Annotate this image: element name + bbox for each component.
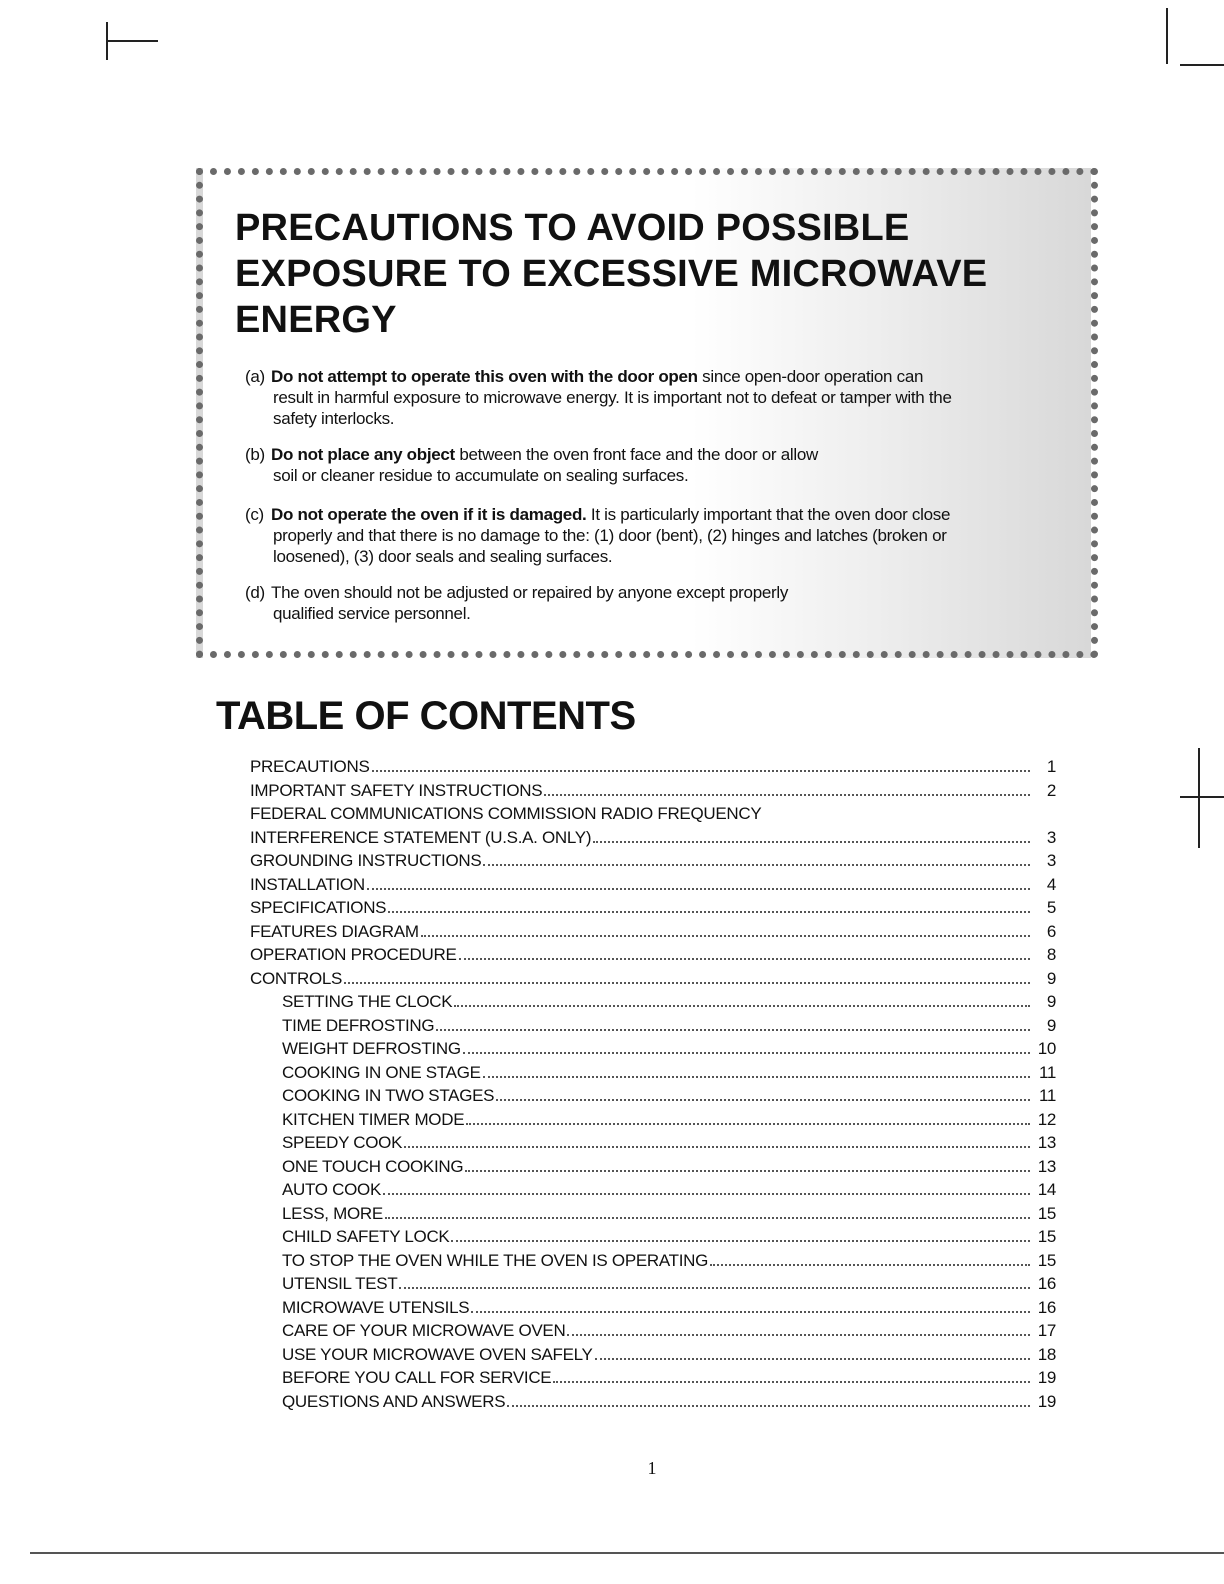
toc-entry-title: FEDERAL COMMUNICATIONS COMMISSION RADIO FREQUENCY [250, 804, 762, 823]
toc-entry [250, 1227, 1056, 1251]
toc-leader-dots [344, 981, 1030, 984]
toc-entry-page: 4 [1046, 874, 1056, 894]
toc-entry-page: 13 [1037, 1133, 1056, 1152]
toc-leader-dots [595, 1357, 1030, 1360]
toc-entry-page: 11 [1038, 1086, 1056, 1105]
toc-entry [250, 992, 1056, 1016]
toc-entry-page: 9 [1046, 968, 1056, 988]
item-label: (d) [245, 583, 265, 602]
toc-leader-dots [710, 1263, 1030, 1266]
toc-entry [250, 898, 1056, 922]
toc-entry-page: 5 [1046, 898, 1056, 917]
toc-entry-page: 19 [1037, 1368, 1056, 1387]
toc-leader-dots [436, 1028, 1030, 1031]
item-continuation: loosened), (3) door seals and sealing surfaces. [273, 547, 613, 566]
toc-entry-title: ONE TOUCH COOKING [282, 1156, 464, 1176]
toc-entry-title: COOKING IN ONE STAGE [282, 1062, 481, 1082]
toc-leader-dots [451, 1239, 1030, 1242]
toc-entry [250, 1016, 1056, 1040]
toc-leader-dots [388, 910, 1030, 913]
toc-list [250, 757, 1056, 1415]
toc-entry-title: LESS, MORE [282, 1203, 383, 1223]
toc-leader-dots [372, 769, 1031, 772]
toc-leader-dots [399, 1286, 1030, 1289]
toc-entry [250, 1063, 1056, 1087]
toc-entry [250, 945, 1056, 969]
toc-entry-title: OPERATION PROCEDURE [250, 945, 457, 964]
toc-leader-dots [385, 1216, 1030, 1219]
toc-leader-dots [483, 863, 1030, 866]
toc-entry [250, 1086, 1056, 1110]
toc-entry [250, 1039, 1056, 1063]
toc-entry-title: QUESTIONS AND ANSWERS [282, 1391, 506, 1411]
toc-entry-title: INTERFERENCE STATEMENT (U.S.A. ONLY) [250, 827, 592, 847]
toc-leader-dots [483, 1075, 1030, 1078]
toc-entry-title: PRECAUTIONS [250, 757, 370, 776]
toc-entry-title: INSTALLATION [250, 874, 365, 894]
toc-entry [250, 851, 1056, 875]
toc-title: TABLE OF CONTENTS [216, 694, 636, 738]
toc-leader-dots [463, 1051, 1030, 1054]
toc-leader-dots [544, 793, 1030, 796]
toc-leader-dots [421, 934, 1030, 937]
toc-entry [250, 1321, 1056, 1345]
toc-leader-dots [567, 1333, 1030, 1336]
toc-leader-dots [465, 1169, 1030, 1172]
precaution-item-c [245, 504, 1055, 567]
item-bold-text: Do not place any object [271, 445, 455, 464]
toc-entry-page: 10 [1037, 1039, 1056, 1058]
toc-entry-page: 9 [1046, 1015, 1056, 1035]
toc-entry-title: CARE OF YOUR MICROWAVE OVEN [282, 1321, 566, 1340]
item-bold-text: Do not operate the oven if it is damaged. [271, 505, 587, 524]
toc-entry [250, 922, 1056, 946]
toc-entry-title: IMPORTANT SAFETY INSTRUCTIONS [250, 780, 543, 800]
item-continuation: result in harmful exposure to microwave energy. It is important not to defeat or tamper with the [273, 388, 952, 407]
toc-entry-page: 15 [1037, 1203, 1056, 1223]
item-text: The oven should not be adjusted or repaired by anyone except properly [271, 583, 789, 602]
item-label: (b) [245, 445, 265, 464]
toc-entry-page: 2 [1046, 780, 1056, 800]
precautions-title-line: EXPOSURE TO EXCESSIVE MICROWAVE [235, 253, 988, 295]
toc-entry-page: 14 [1037, 1180, 1056, 1199]
toc-entry-title: SETTING THE CLOCK [282, 992, 453, 1011]
toc-entry [250, 1368, 1056, 1392]
toc-entry-page: 17 [1037, 1321, 1056, 1340]
toc-entry-title: MICROWAVE UTENSILS [282, 1297, 470, 1317]
toc-entry-page: 18 [1037, 1344, 1056, 1364]
toc-entry [250, 875, 1056, 899]
toc-entry-title: CONTROLS [250, 968, 343, 988]
toc-entry-page: 11 [1038, 1062, 1056, 1082]
item-continuation: safety interlocks. [273, 409, 395, 428]
toc-entry [250, 969, 1056, 993]
toc-entry-title: GROUNDING INSTRUCTIONS [250, 851, 482, 870]
toc-entry [250, 828, 1056, 852]
toc-entry-title: BEFORE YOU CALL FOR SERVICE [282, 1368, 552, 1387]
toc-entry-page: 1 [1046, 757, 1056, 776]
scan-mark-right-crosshair-vertical [1198, 748, 1200, 848]
item-continuation: qualified service personnel. [273, 604, 471, 623]
precaution-item-b [245, 444, 1055, 486]
toc-leader-dots [459, 957, 1030, 960]
toc-entry [250, 804, 1056, 828]
toc-entry-title: USE YOUR MICROWAVE OVEN SAFELY [282, 1344, 593, 1364]
toc-entry-page: 16 [1037, 1297, 1056, 1317]
item-continuation: properly and that there is no damage to the: (1) door (bent), (2) hinges and latches (broken or [273, 526, 947, 545]
toc-entry [250, 781, 1056, 805]
toc-entry [250, 757, 1056, 781]
toc-entry-page: 12 [1037, 1109, 1056, 1129]
scan-mark-top-right-vertical [1166, 8, 1168, 64]
toc-leader-dots [593, 840, 1030, 843]
toc-entry-title: UTENSIL TEST [282, 1274, 398, 1293]
toc-entry-page: 15 [1037, 1227, 1056, 1246]
toc-entry-page: 16 [1037, 1274, 1056, 1293]
toc-entry-title: WEIGHT DEFROSTING [282, 1039, 461, 1058]
toc-entry-page: 13 [1037, 1156, 1056, 1176]
toc-entry-page: 3 [1046, 827, 1056, 847]
scan-mark-bottom-line [30, 1552, 1224, 1554]
toc-entry-page: 8 [1046, 945, 1056, 964]
toc-leader-dots [553, 1380, 1030, 1383]
toc-entry [250, 1180, 1056, 1204]
toc-leader-dots [404, 1145, 1030, 1148]
toc-entry [250, 1157, 1056, 1181]
toc-entry-page: 6 [1046, 921, 1056, 941]
toc-entry [250, 1110, 1056, 1134]
toc-leader-dots [471, 1310, 1030, 1313]
precautions-title [235, 205, 1075, 343]
toc-entry-title: AUTO COOK [282, 1180, 382, 1199]
toc-entry-title: SPEEDY COOK [282, 1133, 403, 1152]
toc-entry-title: KITCHEN TIMER MODE [282, 1109, 465, 1129]
toc-entry-title: FEATURES DIAGRAM [250, 921, 419, 941]
toc-entry [250, 1251, 1056, 1275]
toc-leader-dots [367, 887, 1030, 890]
toc-entry-title: TIME DEFROSTING [282, 1015, 435, 1035]
toc-entry-title: CHILD SAFETY LOCK [282, 1227, 450, 1246]
item-label: (c) [245, 505, 264, 524]
toc-entry-title: TO STOP THE OVEN WHILE THE OVEN IS OPERATING [282, 1250, 709, 1270]
scan-mark-top-left-horizontal [108, 40, 158, 42]
toc-leader-dots [466, 1122, 1030, 1125]
toc-leader-dots [507, 1404, 1030, 1407]
toc-leader-dots [383, 1192, 1030, 1195]
toc-entry [250, 1298, 1056, 1322]
precaution-item-d [245, 582, 1055, 624]
precaution-item-a [245, 366, 1055, 429]
toc-entry-title: COOKING IN TWO STAGES [282, 1086, 495, 1105]
toc-entry-title: SPECIFICATIONS [250, 898, 387, 917]
scan-mark-right-crosshair-horizontal [1180, 796, 1224, 798]
toc-leader-dots [496, 1098, 1030, 1101]
item-text: since open-door operation can [697, 367, 924, 386]
toc-entry-page: 15 [1037, 1250, 1056, 1270]
toc-entry-page: 19 [1037, 1391, 1056, 1411]
item-label: (a) [245, 367, 265, 386]
toc-entry [250, 1274, 1056, 1298]
item-bold-text: Do not attempt to operate this oven with the door open [271, 367, 698, 386]
precautions-title-line: PRECAUTIONS TO AVOID POSSIBLE [235, 207, 910, 249]
precautions-title-line: ENERGY [235, 299, 397, 341]
toc-entry [250, 1392, 1056, 1416]
toc-entry [250, 1204, 1056, 1228]
toc-entry-page: 9 [1046, 992, 1056, 1011]
toc-leader-dots [454, 1004, 1030, 1007]
item-text: It is particularly important that the oven door close [586, 505, 951, 524]
item-continuation: soil or cleaner residue to accumulate on sealing surfaces. [273, 466, 689, 485]
precautions-box [196, 168, 1098, 658]
toc-entry [250, 1345, 1056, 1369]
toc-entry [250, 1133, 1056, 1157]
scan-mark-top-right-horizontal [1180, 64, 1224, 66]
toc-entry-page: 3 [1046, 851, 1056, 870]
page-number: 1 [647, 1458, 657, 1478]
item-text: between the oven front face and the door or allow [454, 445, 818, 464]
